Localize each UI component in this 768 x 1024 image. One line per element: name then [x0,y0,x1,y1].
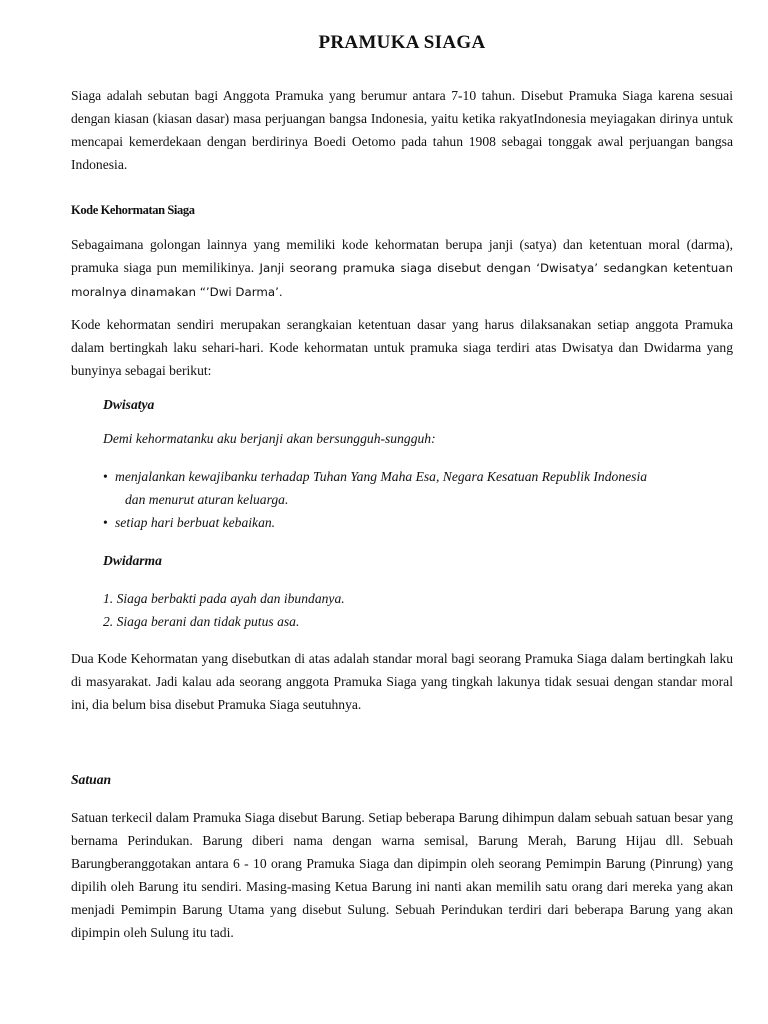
kode-para1 [71,233,733,304]
satuan-text: Satuan terkecil dalam Pramuka Siaga disebut Barung. Setiap beberapa Barung dihimpun dalam sebuah satuan besar yang bernama Perindukan. Barung diberi nama dengan warna semisal, Barung Merah, Barung Hijau dll. Sebuah Barungberanggotakan antara 6 - 10 orang Pramuka Siaga dan dipimpin oleh seorang Pemimpin Barung (Pinrung) yang dipilih oleh Barung itu sendiri. Masing-masing Ketua Barung ini nanti akan memilih satu orang dari mereka yang akan menjadi Pemimpin Barung Utama yang disebut Sulung. Sebuah Perindukan terdiri dari beberapa Barung yang akan dipimpin oleh Sulung itu tadi. [71,810,733,940]
dwisatya-list-block [103,465,733,534]
kode-para2: Kode kehormatan sendiri merupakan serangkaian ketentuan dasar yang harus dilaksanakan setiap anggota Pramuka dalam bertingkah laku sehari-hari. Kode kehormatan untuk pramuka siaga terdiri atas Dwisatya dan Dwidarma yang bunyinya sebagai berikut: [71,317,733,378]
dwisatya-oath: Demi kehormatanku aku berjanji akan bersungguh-sungguh: [103,431,436,446]
satuan-heading-block [71,768,733,791]
dwidarma-list [103,587,733,633]
dwisatya-item-1-line2: dan menurut aturan keluarga. [125,492,289,507]
kode-paragraph-1 [71,233,733,304]
bullet-icon: • [103,515,108,530]
satuan-paragraph [71,806,733,944]
intro-paragraph [71,84,733,176]
dwidarma-list-block [103,587,733,633]
list-item [103,511,733,534]
list-item: 2. Siaga berani dan tidak putus asa. [103,614,300,629]
bullet-icon: • [103,469,108,484]
intro-text: Siaga adalah sebutan bagi Anggota Pramuka yang berumur antara 7-10 tahun. Disebut Pramuka Siaga karena sesuai dengan kiasan (kiasan dasar) masa perjuangan bangsa Indonesia, yaitu ketika rakyatIndonesia meyiagakan dirinya untuk mencapai kemerdekaan dengan berdirinya Boedi Oetomo pada tahun 1908 sebagai tonggak awal perjuangan bangsa Indonesia. [71,88,733,172]
kode-heading-block [71,199,733,222]
dwisatya-heading: Dwisatya [103,397,155,412]
dwisatya-item-1-line1: menjalankan kewajibanku terhadap Tuhan Yang Maha Esa, Negara Kesatuan Republik Indonesia [115,469,648,484]
dwidarma-heading-block [103,549,733,572]
dwidarma-heading: Dwidarma [103,553,162,568]
dwisatya-list [103,465,733,534]
list-item [103,465,733,511]
kode-paragraph-2 [71,313,733,382]
kode-para1-serif: Sebagaimana golongan lainnya yang memiliki kode kehormatan berupa janji (satya) dan ketentuan moral (darma), pramuka siaga pun memilikinya. [71,237,733,275]
dwisatya-heading-block [103,393,733,416]
list-item: 1. Siaga berbakti pada ayah dan ibundanya. [103,591,345,606]
kode-para1-sans: Janji seorang pramuka siaga disebut dengan ‘Dwisatya’ sedangkan ketentuan moralnya dinamakan “’Dwi Darma’. [71,261,733,299]
page-title: PRAMUKA SIAGA [318,32,486,53]
satuan-heading: Satuan [71,772,112,787]
dwisatya-oath-block [103,427,733,450]
closing-paragraph [71,647,733,716]
closing-text: Dua Kode Kehormatan yang disebutkan di atas adalah standar moral bagi seorang Pramuka Siaga dalam bertingkah laku di masyarakat. Jadi kalau ada seorang anggota Pramuka Siaga yang tingkah lakunya tidak sesuai dengan standar moral ini, dia belum bisa disebut Pramuka Siaga seutuhnya. [71,651,733,712]
dwisatya-item-2-line1: setiap hari berbuat kebaikan. [115,515,276,530]
kode-heading: Kode Kehormatan Siaga [71,203,195,217]
